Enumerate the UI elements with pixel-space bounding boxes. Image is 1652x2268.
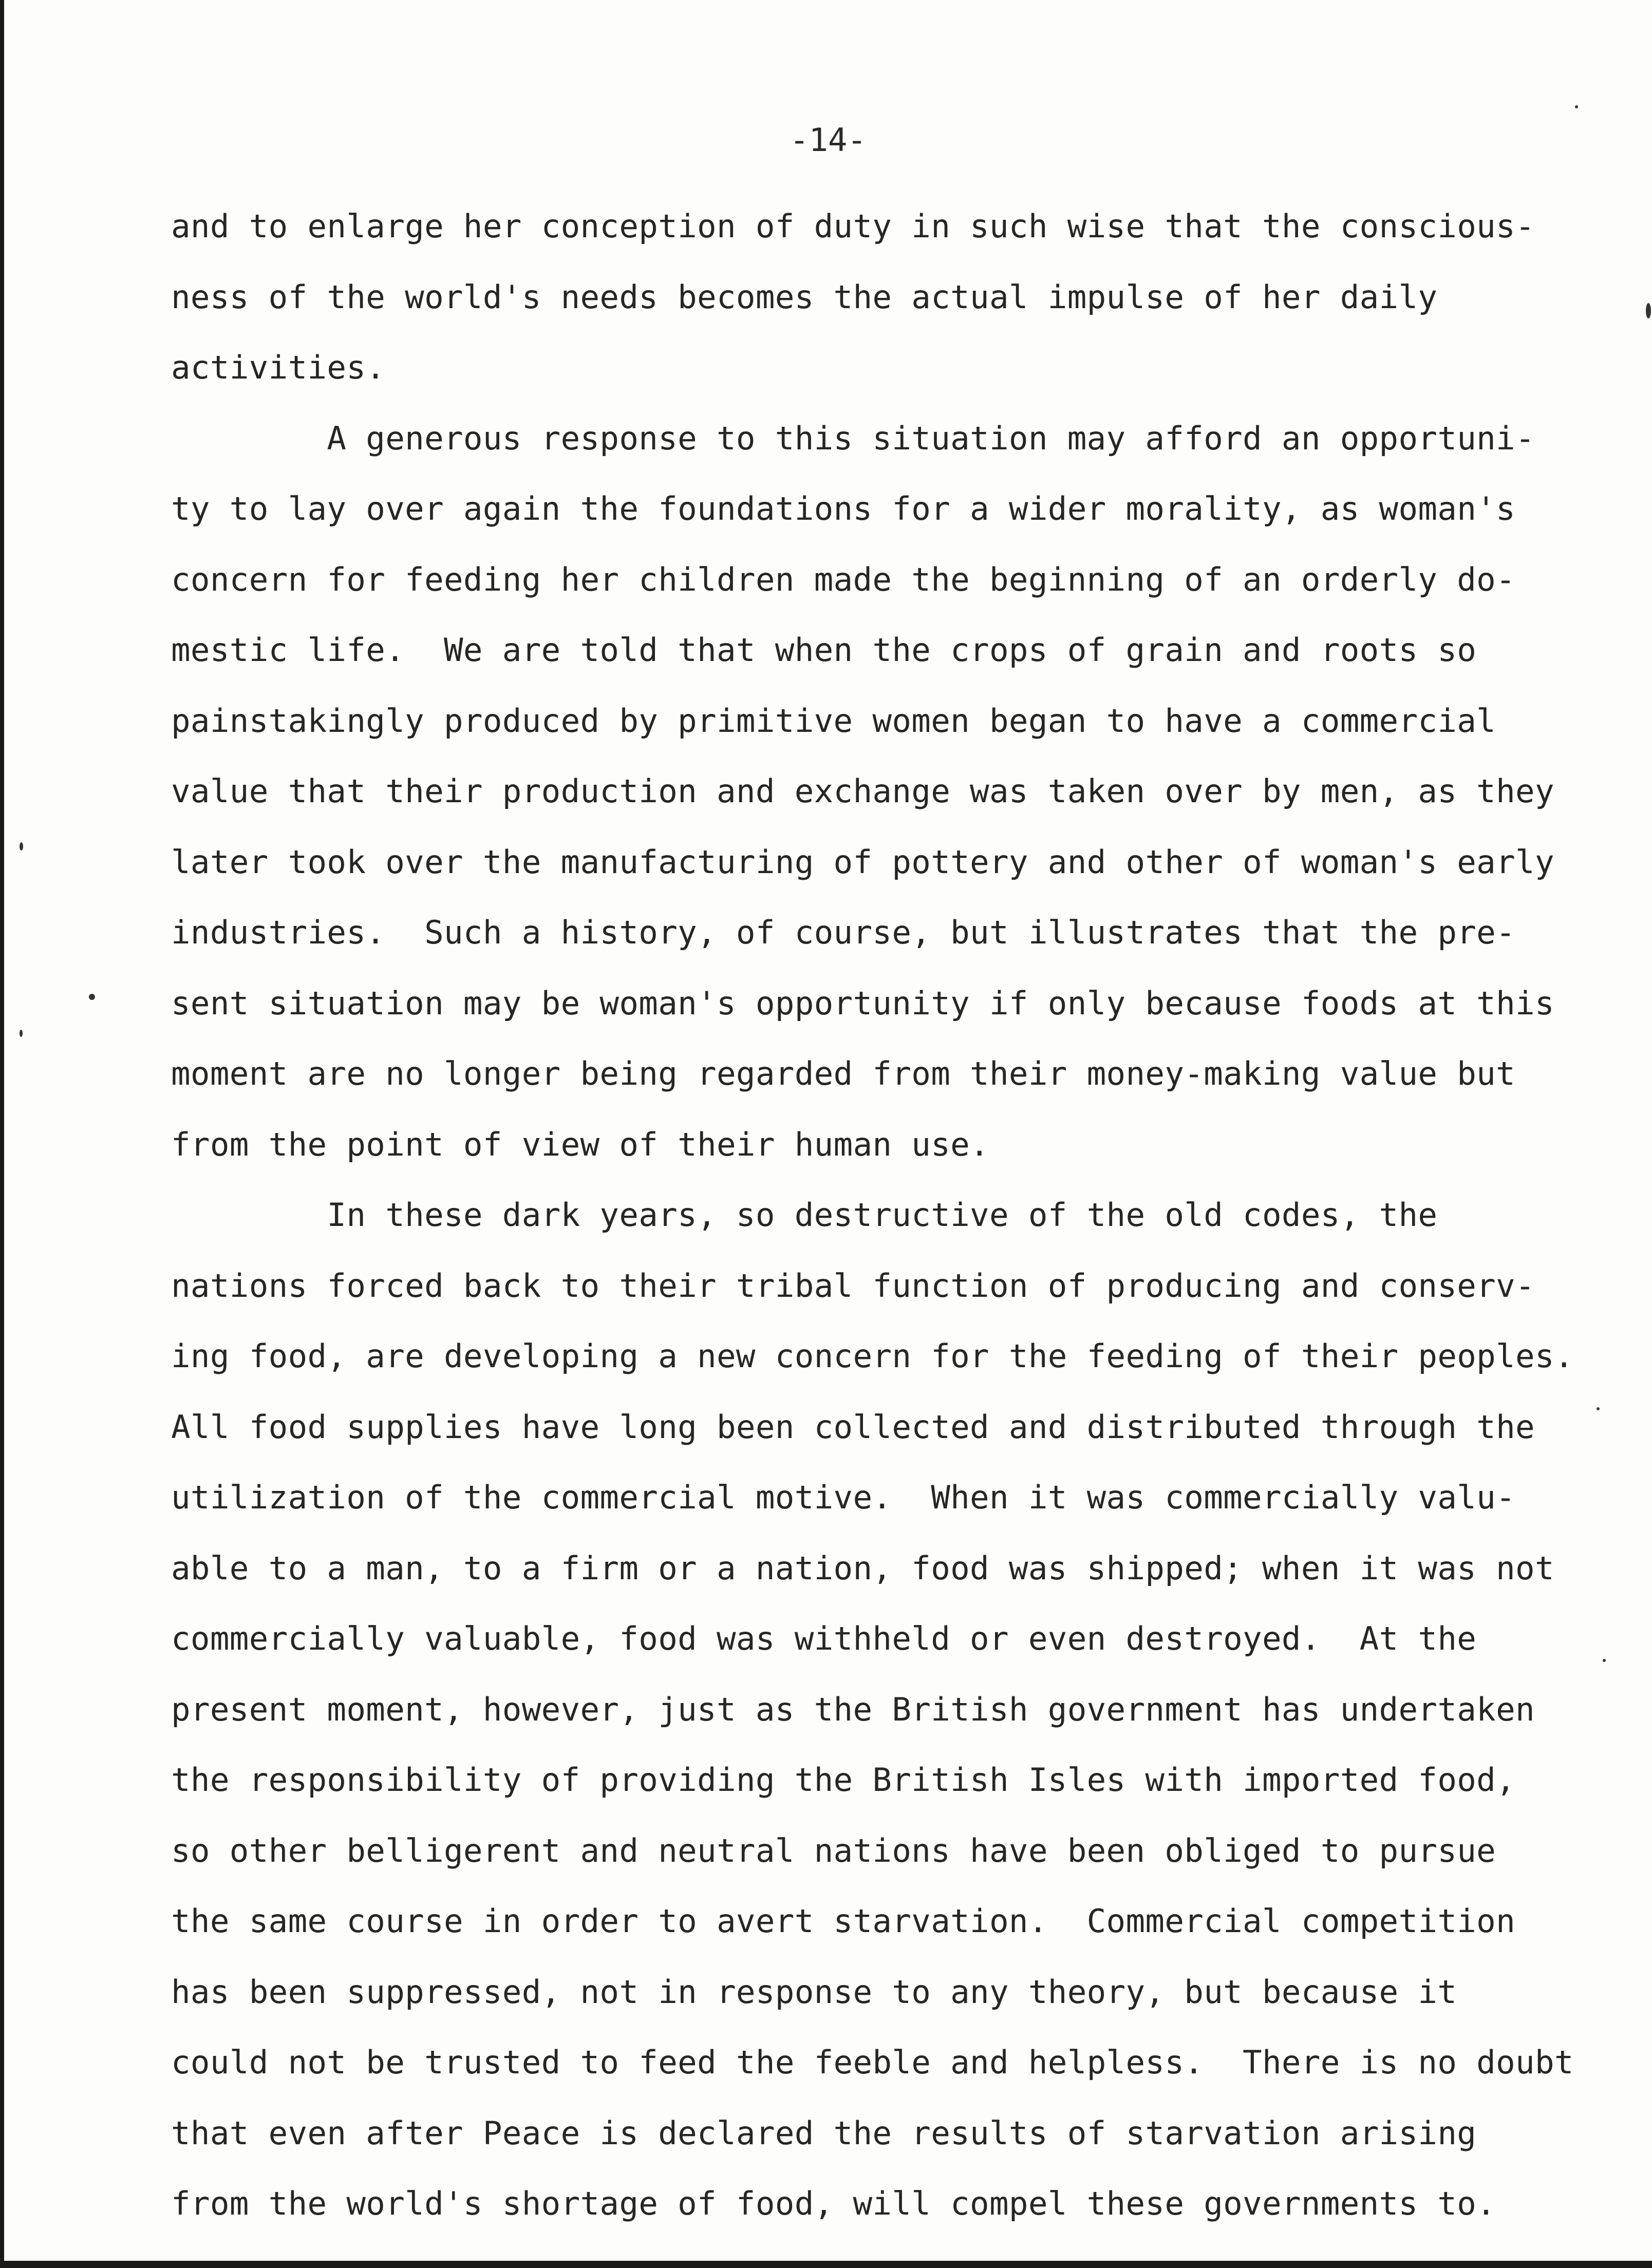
text-line: has been suppressed, not in response to any theory, but because it — [171, 1973, 1457, 2011]
text-line: concern for feeding her children made the beginning of an orderly do- — [171, 560, 1516, 598]
text-line: mestic life. We are told that when the crops of grain and roots so — [171, 631, 1477, 669]
scan-speck — [1597, 1407, 1600, 1410]
text-line: later took over the manufacturing of pottery and other of woman's early — [171, 843, 1554, 881]
scan-speck — [1646, 303, 1651, 318]
body-text — [171, 191, 1599, 2239]
text-line: activities. — [171, 349, 386, 386]
text-line: so other belligerent and neutral nations have been obliged to pursue — [171, 1831, 1496, 1869]
text-line: ing food, are developing a new concern for the feeding of their peoples. — [171, 1337, 1574, 1375]
text-line: value that their production and exchange was taken over by men, as they — [171, 772, 1554, 810]
text-line: ty to lay over again the foundations for a wider morality, as woman's — [171, 490, 1516, 527]
scan-speck — [1603, 1659, 1606, 1662]
text-line: and to enlarge her conception of duty in such wise that the conscious- — [171, 207, 1535, 245]
scan-speck — [1575, 105, 1578, 108]
scan-speck — [20, 842, 23, 850]
text-line: All food supplies have long been collected and distributed through the — [171, 1408, 1535, 1446]
text-line: the responsibility of providing the British Isles with imported food, — [171, 1761, 1516, 1799]
text-line: from the point of view of their human use. — [171, 1125, 989, 1163]
text-line: from the world's shortage of food, will compel these governments to. — [171, 2185, 1496, 2222]
text-line: nations forced back to their tribal function of producing and conserv- — [171, 1267, 1535, 1305]
text-line: that even after Peace is declared the results of starvation arising — [171, 2114, 1477, 2152]
text-line: present moment, however, just as the British government has undertaken — [171, 1690, 1535, 1728]
text-line: moment are no longer being regarded from their money-making value but — [171, 1055, 1516, 1092]
text-line: commercially valuable, food was withheld or even destroyed. At the — [171, 1620, 1477, 1657]
scan-speck — [89, 994, 95, 1000]
text-line: able to a man, to a firm or a nation, food was shipped; when it was not — [171, 1549, 1554, 1587]
text-line: utilization of the commercial motive. When it was commercially valu- — [171, 1479, 1516, 1516]
text-line: ness of the world's needs becomes the actual impulse of her daily — [171, 278, 1438, 316]
scan-speck — [20, 1030, 23, 1037]
text-line: could not be trusted to feed the feeble and helpless. There is no doubt — [171, 2044, 1574, 2081]
page-number: -14- — [790, 121, 867, 159]
text-line: painstakingly produced by primitive women began to have a commercial — [171, 702, 1496, 740]
text-line: In these dark years, so destructive of the old codes, the — [171, 1196, 1438, 1234]
text-line: the same course in order to avert starvation. Commercial competition — [171, 1902, 1516, 1940]
text-line: A generous response to this situation may afford an opportuni- — [171, 419, 1535, 457]
text-line: sent situation may be woman's opportunity if only because foods at this — [171, 984, 1554, 1022]
text-line: industries. Such a history, of course, but illustrates that the pre- — [171, 914, 1516, 951]
